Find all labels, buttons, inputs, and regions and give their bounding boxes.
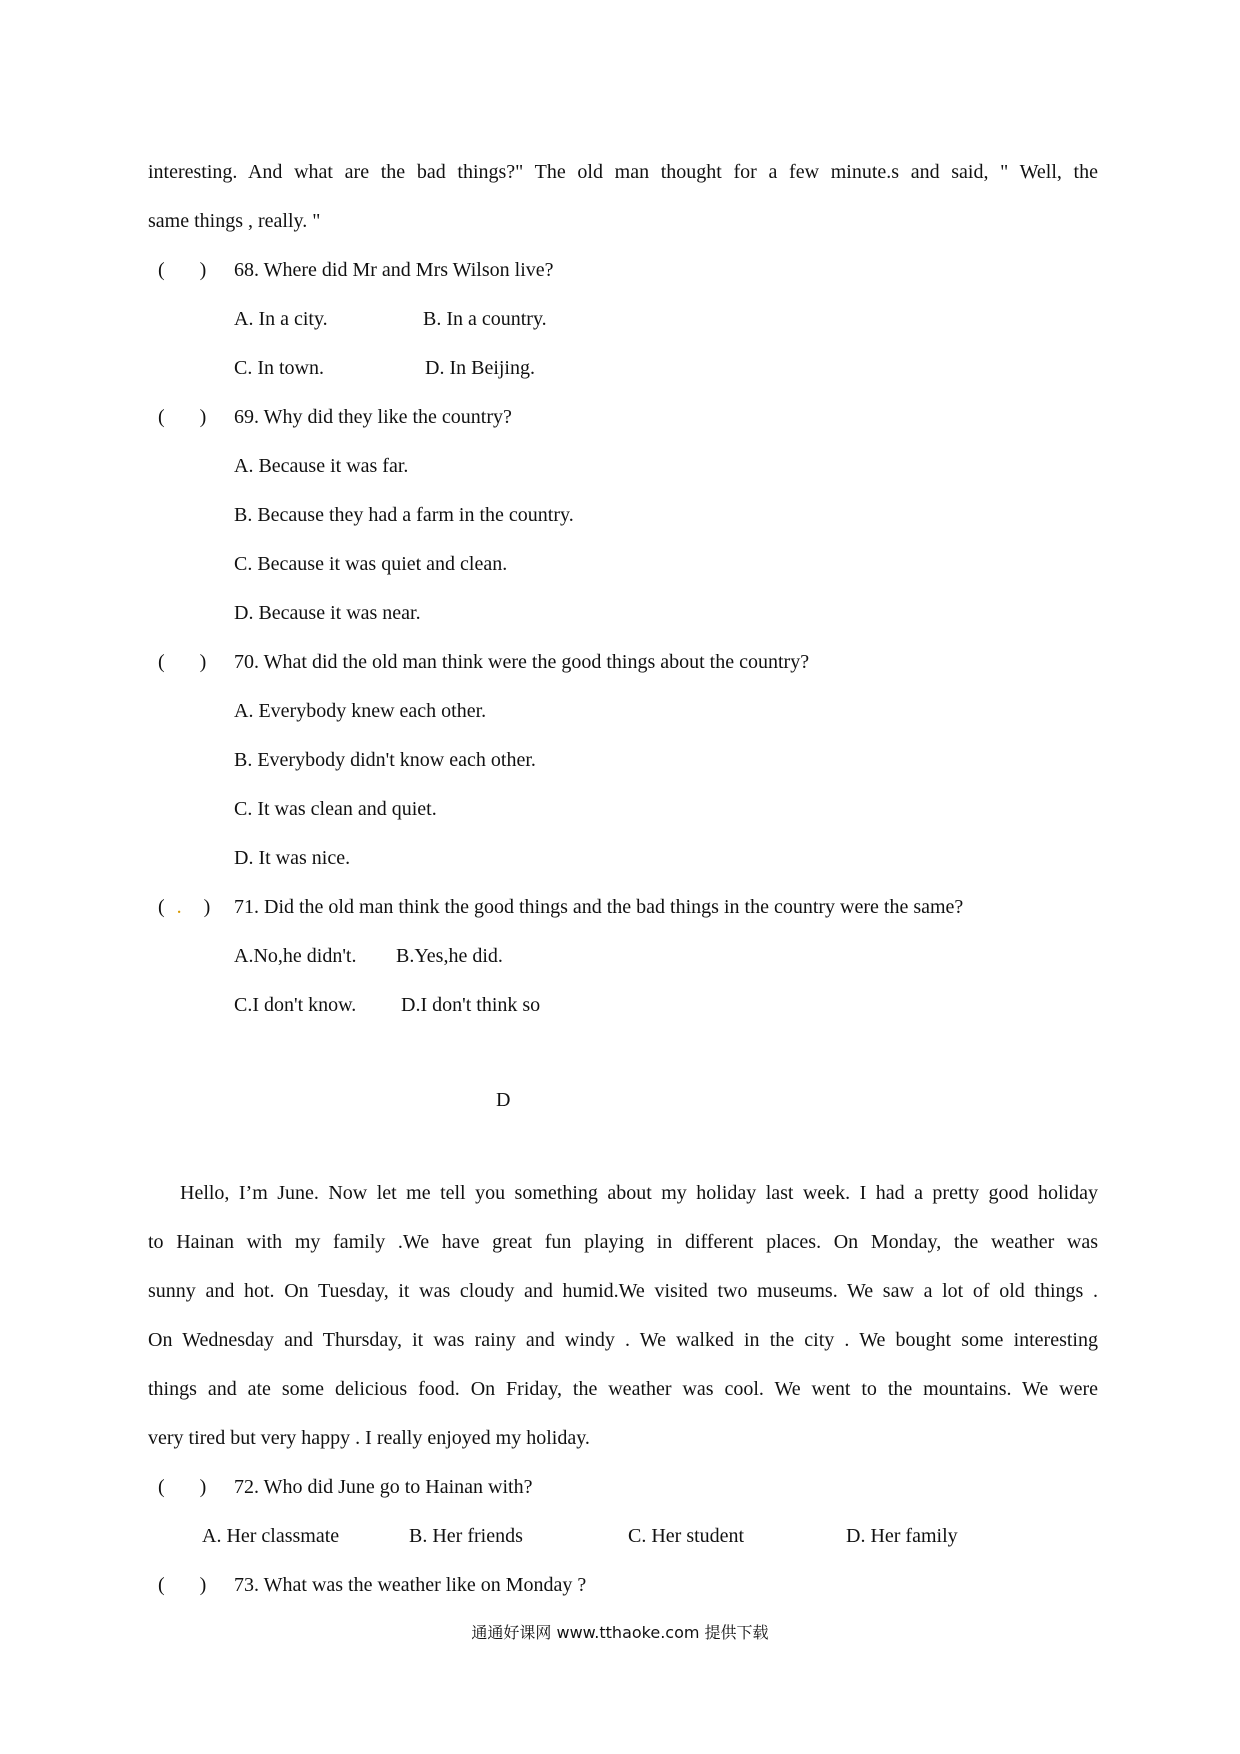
answer-mark: .: [176, 896, 182, 918]
option-d: D. Because it was near.: [234, 602, 421, 624]
passage-line: On Wednesday and Thursday, it was rainy and windy . We walked in the city . We bought some interesting: [148, 1329, 1098, 1351]
option-b: B. Everybody didn't know each other.: [234, 749, 536, 771]
option-a: A.No,he didn't.: [234, 945, 357, 967]
option-d: D.I don't think so: [401, 994, 541, 1016]
passage-line: sunny and hot. On Tuesday, it was cloudy and humid.We visited two museums. We saw a lot of old things .: [148, 1280, 1098, 1302]
option-d: D. Her family: [846, 1525, 958, 1547]
answer-blank[interactable]: ( ): [158, 1574, 207, 1596]
option-c: C. It was clean and quiet.: [234, 798, 437, 820]
option-a: A. In a city.: [234, 308, 328, 330]
bracket-close: ): [203, 896, 211, 918]
page-footer: 通通好课网 www.tthaoke.com 提供下载: [471, 1623, 769, 1642]
option-a: A. Everybody knew each other.: [234, 700, 487, 722]
option-c: C. Her student: [628, 1525, 745, 1547]
question-72: 72. Who did June go to Hainan with?: [234, 1476, 533, 1498]
option-d: D. It was nice.: [234, 847, 351, 869]
option-b: B.Yes,he did.: [396, 945, 503, 967]
passage-line: things and ate some delicious food. On Friday, the weather was cool. We went to the mountains. We were: [148, 1378, 1098, 1400]
passage-line: to Hainan with my family .We have great fun playing in different places. On Monday, the weather was: [148, 1231, 1098, 1253]
passage-line: interesting. And what are the bad things?" The old man thought for a few minute.s and said, " Well, the: [148, 161, 1098, 183]
passage-line: very tired but very happy . I really enjoyed my holiday.: [148, 1427, 590, 1449]
answer-blank[interactable]: ( ): [158, 259, 207, 281]
passage-line: Hello, I’m June. Now let me tell you something about my holiday last week. I had a pretty good holiday: [180, 1182, 1098, 1204]
answer-blank[interactable]: ( ): [158, 651, 207, 673]
option-b: B. In a country.: [423, 308, 547, 330]
option-c: C. In town.: [234, 357, 324, 379]
option-a: A. Because it was far.: [234, 455, 409, 477]
question-71: 71. Did the old man think the good things and the bad things in the country were the same?: [234, 896, 964, 918]
option-a: A. Her classmate: [202, 1525, 340, 1547]
option-c: C. Because it was quiet and clean.: [234, 553, 508, 575]
answer-blank[interactable]: [158, 895, 210, 919]
answer-blank[interactable]: ( ): [158, 1476, 207, 1498]
option-d: D. In Beijing.: [425, 357, 535, 379]
section-heading: D: [496, 1089, 511, 1111]
option-c: C.I don't know.: [234, 994, 357, 1016]
question-73: 73. What was the weather like on Monday ?: [234, 1574, 587, 1596]
question-70: 70. What did the old man think were the good things about the country?: [234, 651, 810, 673]
question-68: 68. Where did Mr and Mrs Wilson live?: [234, 259, 554, 281]
option-b: B. Because they had a farm in the country.: [234, 504, 574, 526]
option-b: B. Her friends: [409, 1525, 523, 1547]
bracket-open: (: [158, 896, 165, 918]
question-69: 69. Why did they like the country?: [234, 406, 512, 428]
passage-line: same things , really. ": [148, 210, 321, 232]
answer-blank[interactable]: ( ): [158, 406, 207, 428]
